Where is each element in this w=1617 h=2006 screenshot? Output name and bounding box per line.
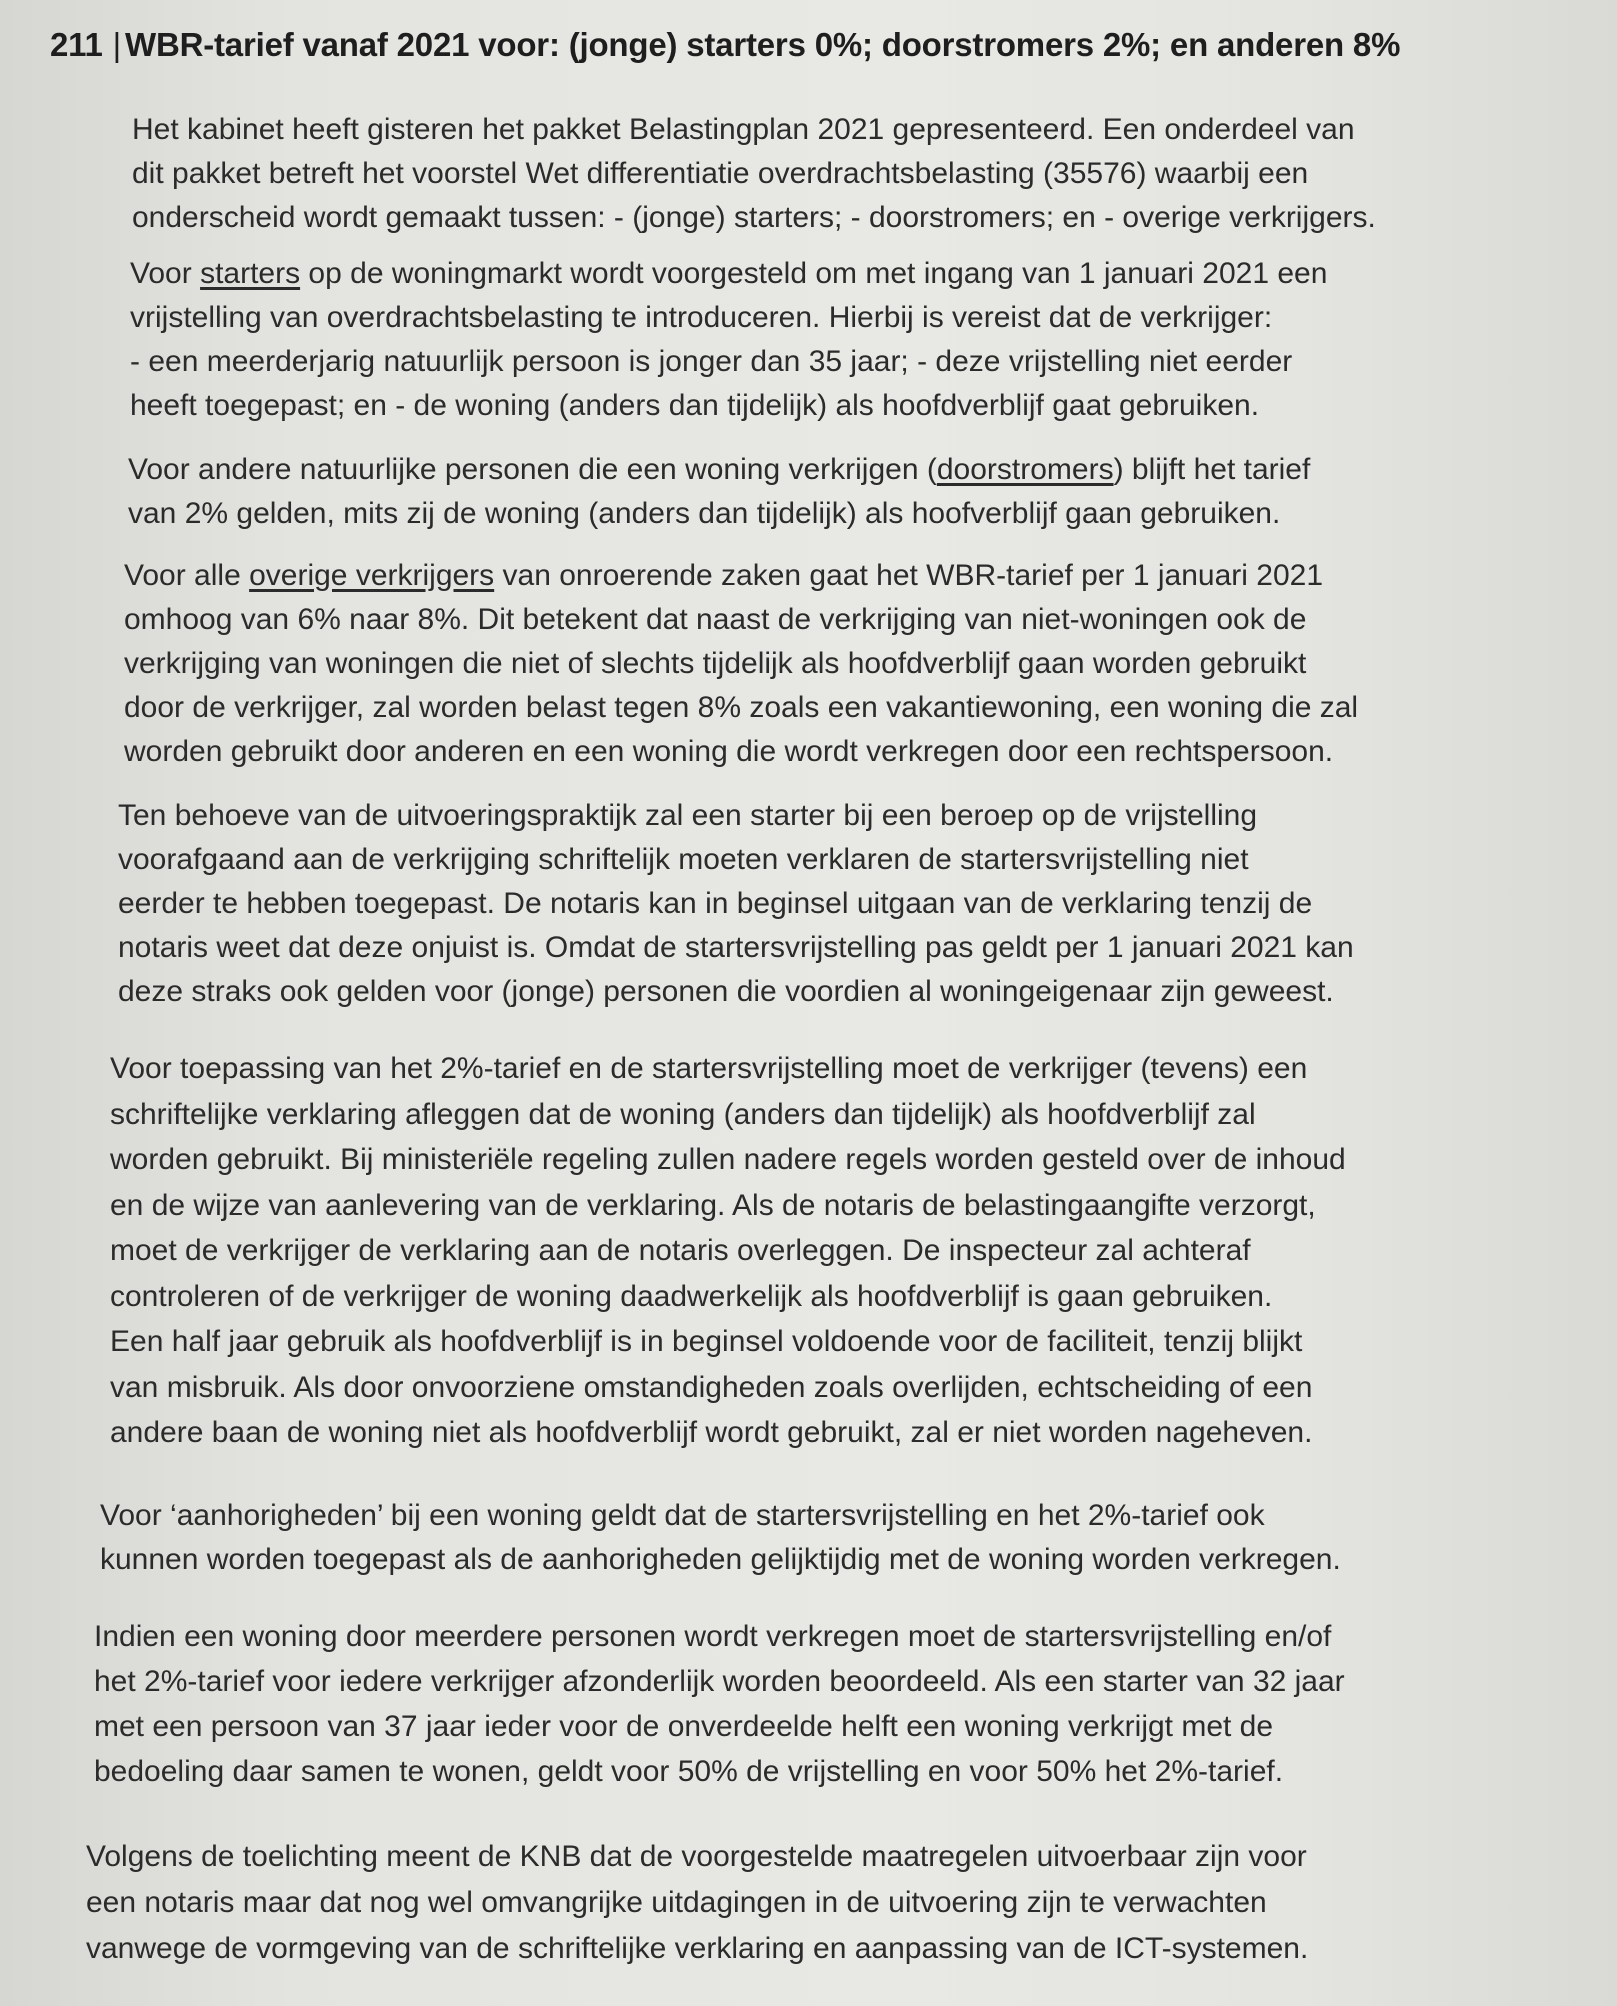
text-line: eerder te hebben toegepast. De notaris kan in beginsel uitgaan van de verklaring tenzij de bbox=[118, 887, 1313, 920]
text-line: Het kabinet heeft gisteren het pakket Belastingplan 2021 gepresenteerd. Een onderdeel van bbox=[132, 113, 1355, 146]
text-line: schriftelijke verklaring afleggen dat de woning (anders dan tijdelijk) als hoofdverblijf zal bbox=[110, 1097, 1256, 1131]
text-line: van 2% gelden, mits zij de woning (anders dan tijdelijk) als hoofverblijf gaan gebruiken. bbox=[128, 497, 1281, 530]
text-line: het 2%-tarief voor iedere verkrijger afzonderlijk worden beoordeeld. Als een starter van 32 jaar bbox=[94, 1665, 1345, 1698]
text-line: van misbruik. Als door onvoorziene omstandigheden zoals overlijden, echtscheiding of een bbox=[110, 1370, 1313, 1404]
paragraph-intro bbox=[132, 108, 1494, 240]
text-line: vrijstelling van overdrachtsbelasting te introduceren. Hierbij is vereist dat de verkrijger: bbox=[130, 301, 1273, 334]
text-line bbox=[128, 448, 1512, 492]
text-line: Een half jaar gebruik als hoofdverblijf is in beginsel voldoende voor de faciliteit, tenzij blijkt bbox=[110, 1325, 1303, 1358]
text-line: voorafgaand aan de verkrijging schriftelijk moeten verklaren de startersvrijstelling niet bbox=[118, 843, 1249, 876]
text-line: een notaris maar dat nog wel omvangrijke uitdagingen in de uitvoering zijn te verwachten bbox=[86, 1886, 1267, 1919]
text-line: verkrijging van woningen die niet of slechts tijdelijk als hoofdverblijf gaan worden gebruikt bbox=[124, 647, 1307, 680]
text-line: Volgens de toelichting meent de KNB dat de voorgestelde maatregelen uitvoerbaar zijn voor bbox=[86, 1840, 1307, 1873]
text-line: en de wijze van aanlevering van de verklaring. Als de notaris de belastingaangifte verzorgt, bbox=[110, 1188, 1316, 1222]
text-line: vanwege de vormgeving van de schriftelijke verklaring en aanpassing van de ICT-systemen. bbox=[86, 1932, 1309, 1965]
text-line: - een meerderjarig natuurlijk persoon is jonger dan 35 jaar; - deze vrijstelling niet eerder bbox=[130, 345, 1293, 378]
text-line: Voor ‘aanhorigheden’ bij een woning geldt dat de startersvrijstelling en het 2%-tarief ook bbox=[100, 1499, 1265, 1532]
text-line: kunnen worden toegepast als de aanhorigheden gelijktijdig met de woning worden verkregen. bbox=[100, 1543, 1341, 1576]
text-line: Ten behoeve van de uitvoeringspraktijk zal een starter bij een beroep op de vrijstelling bbox=[118, 799, 1258, 832]
paragraph-knb-toelichting bbox=[86, 1834, 1566, 1972]
text-fragment: van onroerende zaken gaat het WBR-tarief per 1 januari 2021 bbox=[494, 559, 1324, 592]
text-line bbox=[124, 554, 1514, 598]
text-fragment: Voor andere natuurlijke personen die een woning verkrijgen ( bbox=[128, 453, 937, 486]
item-number: 211 bbox=[50, 26, 103, 63]
text-fragment: Voor alle bbox=[124, 559, 250, 592]
text-fragment: ) blijft het tarief bbox=[1113, 453, 1311, 486]
text-line: omhoog van 6% naar 8%. Dit betekent dat naast de verkrijging van niet-woningen ook de bbox=[124, 603, 1307, 636]
text-fragment: Voor bbox=[130, 257, 201, 290]
text-line: bedoeling daar samen te wonen, geldt voor 50% de vrijstelling en voor 50% het 2%-tarief. bbox=[94, 1755, 1284, 1788]
text-line: heeft toegepast; en - de woning (anders dan tijdelijk) als hoofdverblijf gaat gebruiken. bbox=[130, 389, 1260, 422]
text-line: moet de verkrijger de verklaring aan de notaris overleggen. De inspecteur zal achteraf bbox=[110, 1234, 1251, 1267]
text-line: deze straks ook gelden voor (jonge) personen die voordien al woningeigenaar zijn geweest. bbox=[118, 975, 1334, 1008]
text-fragment: op de woningmarkt wordt voorgesteld om met ingang van 1 januari 2021 een bbox=[300, 257, 1328, 290]
text-line: worden gebruikt. Bij ministeriële regeling zullen nadere regels worden gesteld over de inhoud bbox=[110, 1143, 1346, 1176]
paragraph-doorstromers bbox=[128, 448, 1512, 536]
text-line: onderscheid wordt gemaakt tussen: - (jonge) starters; - doorstromers; en - overige verkrijgers. bbox=[132, 201, 1376, 234]
underlined-term: starters bbox=[200, 257, 301, 290]
text-line: notaris weet dat deze onjuist is. Omdat de startersvrijstelling pas geldt per 1 januari 2021 kan bbox=[118, 931, 1354, 964]
text-line: andere baan de woning niet als hoofdverblijf wordt gebruikt, zal er niet worden nageheven. bbox=[110, 1416, 1313, 1449]
text-line bbox=[130, 252, 1500, 296]
text-line: worden gebruikt door anderen en een woning die wordt verkregen door een rechtspersoon. bbox=[124, 735, 1334, 768]
text-line: Indien een woning door meerdere personen wordt verkregen moet de startersvrijstelling en/of bbox=[94, 1620, 1332, 1653]
underlined-term: doorstromers bbox=[936, 453, 1114, 486]
paragraph-starters bbox=[130, 252, 1500, 428]
text-line: dit pakket betreft het voorstel Wet differentiatie overdrachtsbelasting (35576) waarbij een bbox=[132, 157, 1309, 190]
underlined-term: overige verkrijgers bbox=[249, 559, 495, 592]
paragraph-aanhorigheden bbox=[100, 1494, 1546, 1582]
page-title bbox=[50, 26, 1400, 64]
title-text: WBR-tarief vanaf 2021 voor: (jonge) starters 0%; doorstromers 2%; en anderen 8% bbox=[125, 26, 1401, 63]
paragraph-verklaring bbox=[110, 1046, 1540, 1456]
text-line: Voor toepassing van het 2%-tarief en de startersvrijstelling moet de verkrijger (tevens) een bbox=[110, 1052, 1308, 1085]
title-separator: | bbox=[112, 26, 122, 63]
paragraph-uitvoeringspraktijk bbox=[118, 794, 1528, 1014]
paragraph-overige-verkrijgers bbox=[124, 554, 1514, 774]
text-line: controleren of de verkrijger de woning daadwerkelijk als hoofdverblijf is gaan gebruiken. bbox=[110, 1279, 1273, 1313]
text-line: met een persoon van 37 jaar ieder voor de onverdeelde helft een woning verkrijgt met de bbox=[94, 1710, 1274, 1743]
paragraph-meerdere-personen bbox=[94, 1614, 1554, 1794]
text-line: door de verkrijger, zal worden belast tegen 8% zoals een vakantiewoning, een woning die zal bbox=[124, 691, 1359, 724]
